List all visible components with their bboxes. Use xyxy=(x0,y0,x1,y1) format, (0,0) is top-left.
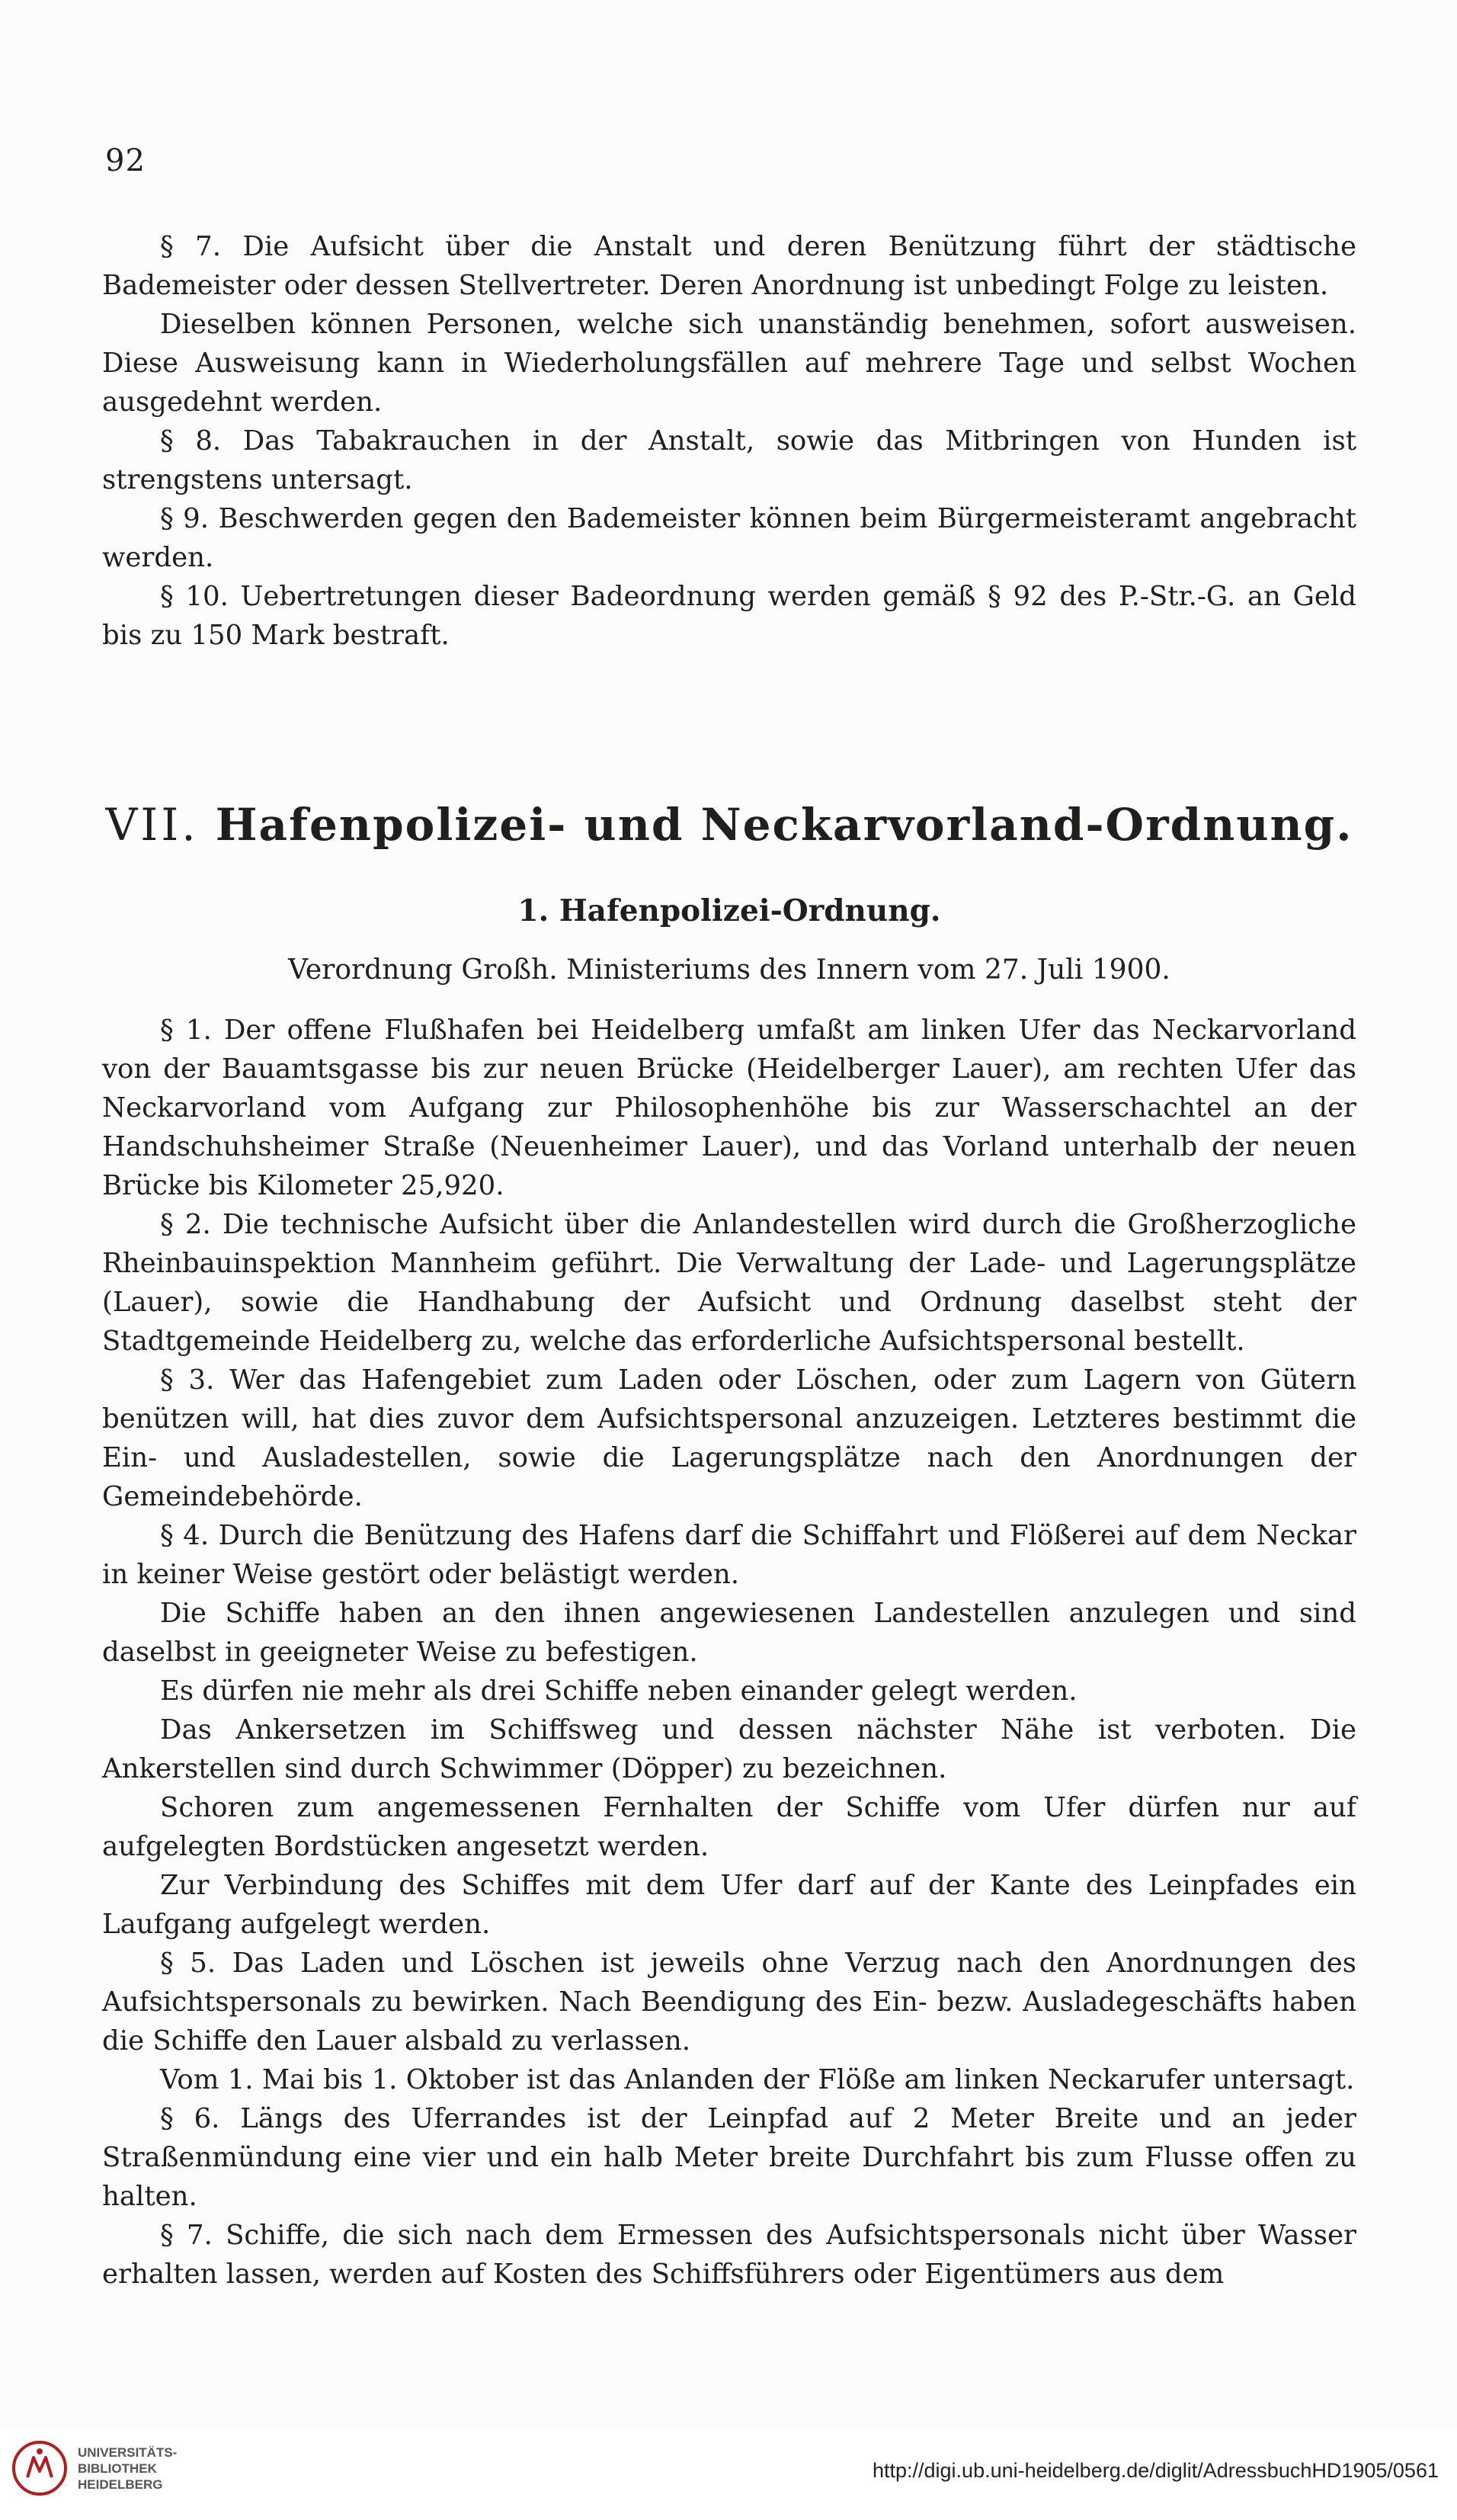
library-logo xyxy=(11,2439,177,2497)
paragraph: Es dürfen nie mehr als drei Schiffe neben einander gelegt werden. xyxy=(160,1675,1078,1707)
chapter-number: VII. xyxy=(105,799,199,851)
paragraph: Vom 1. Mai bis 1. Oktober ist das Anlanden der Flöße am linken Neckarufer untersagt. xyxy=(160,2064,1355,2095)
paragraph: § 5. Das Laden und Löschen ist jeweils ohne Verzug nach den Anordnungen des Aufsichtspersonals zu bewirken. Nach Beendigung des Ein- bezw. Ausladegeschäfts haben die Schiffe den Lauer alsbald zu verlassen. xyxy=(102,1948,1356,2057)
paragraph: Dieselben können Personen, welche sich unanständig benehmen, sofort ausweisen. Diese Ausweisung kann in Wiederholungsfällen auf mehrere Tage und selbst Wochen ausgedehnt werden. xyxy=(102,309,1356,418)
paragraph: § 7. Schiffe, die sich nach dem Ermessen des Aufsichtspersonals nicht über Wasser erhalten lassen, werden auf Kosten des Schiffsführers oder Eigentümers aus dem xyxy=(102,2220,1356,2290)
page-number: 92 xyxy=(105,143,146,178)
paragraph: § 6. Längs des Uferrandes ist der Leinpfad auf 2 Meter Breite und an jeder Straßenmündung eine vier und ein halb Meter breite Durchfahrt bis zum Flusse offen zu halten. xyxy=(102,2103,1356,2212)
paragraph: Die Schiffe haben an den ihnen angewiesenen Landestellen anzulegen und sind daselbst in geeigneter Weise zu befestigen. xyxy=(102,1598,1356,1668)
library-name-line: BIBLIOTHEK xyxy=(78,2461,157,2476)
paragraph: Schoren zum angemessenen Fernhalten der Schiffe vom Ufer dürfen nur auf aufgelegten Bordstücken angesetzt werden. xyxy=(102,1792,1356,1862)
paragraph: § 4. Durch die Benützung des Hafens darf die Schiffahrt und Flößerei auf dem Neckar in keiner Weise gestört oder belästigt werden. xyxy=(102,1520,1356,1590)
source-url-link[interactable]: http://digi.ub.uni-heidelberg.de/diglit/AdressbuchHD1905/0561 xyxy=(872,2459,1439,2482)
paragraph: Das Ankersetzen im Schiffsweg und dessen nächster Nähe ist verboten. Die Ankerstellen sind durch Schwimmer (Döpper) zu bezeichnen. xyxy=(102,1714,1356,1784)
chapter-heading xyxy=(102,799,1356,851)
section-heading: 1. Hafenpolizei-Ordnung. xyxy=(517,893,941,928)
decree-reference: Verordnung Großh. Ministeriums des Innern vom 27. Juli 1900. xyxy=(288,954,1170,986)
paragraph: § 9. Beschwerden gegen den Bademeister können beim Bürgermeisteramt angebracht werden. xyxy=(102,503,1356,573)
paragraph: § 1. Der offene Flußhafen bei Heidelberg umfaßt am linken Ufer das Neckarvorland von der Bauamtsgasse bis zur neuen Brücke (Heidelberger Lauer), am rechten Ufer das Neckarvorland vom Aufgang zur Philosophenhöhe bis zur Wasserschachtel an der Handschuhsheimer Straße (Neuenheimer Lauer), und das Vorland unterhalb der neuen Brücke bis Kilometer 25,920. xyxy=(102,1015,1356,1201)
bath-regulations-continued xyxy=(102,227,1356,655)
paragraph: § 7. Die Aufsicht über die Anstalt und deren Benützung führt der städtische Bademeister oder dessen Stellvertreter. Deren Anordnung ist unbedingt Folge zu leisten. xyxy=(102,231,1356,301)
library-seal-icon xyxy=(11,2439,69,2497)
viewer-footer xyxy=(0,2429,1457,2520)
harbor-police-regulations xyxy=(102,1011,1356,2294)
paragraph: § 10. Uebertretungen dieser Badeordnung werden gemäß § 92 des P.-Str.-G. an Geld bis zu 150 Mark bestraft. xyxy=(102,581,1356,651)
library-name xyxy=(78,2445,177,2493)
paragraph: § 2. Die technische Aufsicht über die Anlandestellen wird durch die Großherzogliche Rheinbauinspektion Mannheim geführt. Die Verwaltung der Lade- und Lagerungsplätze (Lauer), sowie die Handhabung der Aufsicht und Ordnung daselbst steht der Stadtgemeinde Heidelberg zu, welche das erforderliche Aufsichtspersonal bestellt. xyxy=(102,1209,1356,1357)
paragraph: Zur Verbindung des Schiffes mit dem Ufer darf auf der Kante des Leinpfades ein Laufgang aufgelegt werden. xyxy=(102,1870,1356,1940)
paragraph: § 3. Wer das Hafengebiet zum Laden oder Löschen, oder zum Lagern von Gütern benützen will, hat dies zuvor dem Aufsichtspersonal anzuzeigen. Letzteres bestimmt die Ein- und Ausladestellen, sowie die Lagerungsplätze nach den Anordnungen der Gemeindebehörde. xyxy=(102,1364,1356,1512)
library-name-line: HEIDELBERG xyxy=(78,2477,163,2492)
paragraph: § 8. Das Tabakrauchen in der Anstalt, sowie das Mitbringen von Hunden ist strengstens untersagt. xyxy=(102,425,1356,495)
library-name-line: UNIVERSITÄTS- xyxy=(78,2445,178,2460)
chapter-title: Hafenpolizei- und Neckarvorland-Ordnung. xyxy=(215,799,1353,851)
